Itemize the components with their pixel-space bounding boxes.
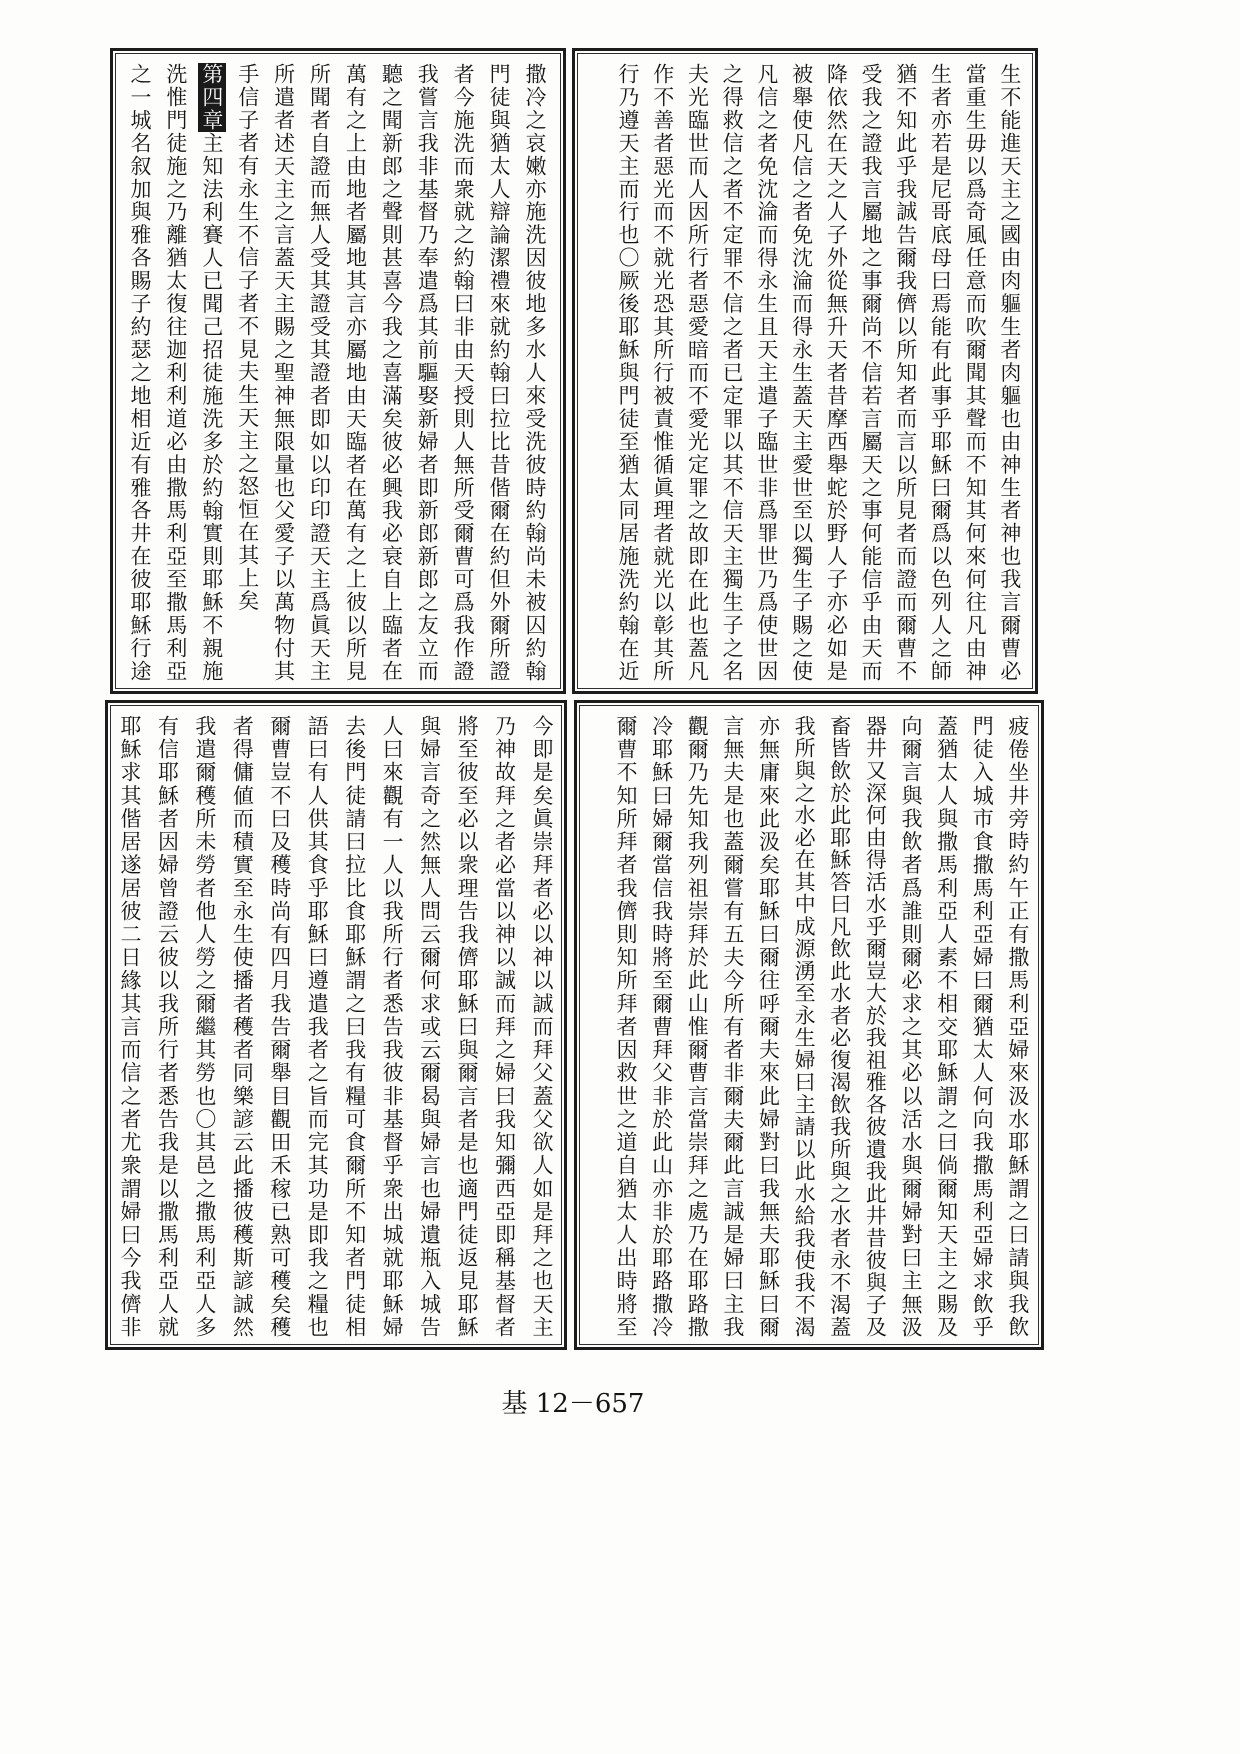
text-column-3: 生者亦若是尼哥底母曰焉能有此事乎耶穌曰爾爲以色列人之師	[928, 63, 953, 681]
text-column-3: 將至彼至必以衆理告我儕耶穌曰與爾言者是也適門徒返見耶穌	[455, 715, 480, 1337]
text-column-2: 乃神故拜之者必當以神以誠而拜之婦曰我知彌西亞即稱基督者	[492, 715, 517, 1337]
text-column-5: 器井又深何由得活水乎爾豈大於我祖雅各彼遺我此井昔彼與子及	[863, 715, 888, 1337]
text-column-8: 亦無庸來此汲矣耶穌曰爾往呼爾夫來此婦對曰我無夫耶穌曰爾	[756, 715, 781, 1337]
chapter-heading: 第四章	[199, 63, 224, 132]
text-column-6: 萬有之上由地者屬地其言亦屬地由天臨者在萬有之上彼以所見	[343, 63, 368, 681]
text-column-11: 冷耶穌曰婦爾當信我時將至爾曹拜父非於此山亦非於耶路撒冷	[649, 715, 674, 1337]
panel-bottom-left	[105, 700, 567, 1350]
text-column-5: 聽之聞新郎之聲則甚喜今我之喜滿矣彼必興我必衰自上臨者在	[379, 63, 404, 681]
text-column-1: 撒冷之哀嫩亦施洗因彼地多水人來受洗彼時約翰尚未被囚約翰	[522, 63, 547, 681]
text-column-4: 猶不知此乎我誠告爾我儕以所知者而言以所見者而證而爾曹不	[893, 63, 918, 681]
text-column-4: 我嘗言我非基督乃奉遣爲其前驅娶新婦者即新郎新郎之友立而	[415, 63, 440, 681]
panel-bottom-right	[574, 700, 1044, 1350]
text-column-4: 向爾言與我飲者爲誰則爾必求之其必以活水與爾婦對曰主無汲	[899, 715, 923, 1337]
text-column-7: 我所與之水必在其中成源湧至永生婦曰主請以此水給我使我不渴	[792, 715, 817, 1337]
text-column-6: 降依然在天之人子外從無升天者昔摩西舉蛇於野人子亦必如是	[824, 63, 849, 681]
text-column-9: 言無夫是也蓋爾嘗有五夫今所有者非爾夫爾此言誠是婦曰主我	[720, 715, 745, 1337]
text-column-9: 手信子者有永生不信子者不見夫生天主之怒恒在其上矣	[235, 63, 260, 613]
text-column-12: 行乃遵天主而行也〇厥後耶穌與門徒至猶太同居施洗約翰在近	[616, 63, 640, 681]
text-column-7: 被舉使凡信之者免沈淪而得永生蓋天主愛世至以獨生子賜之使	[789, 63, 814, 681]
column-text: 主知法利賽人已聞己招徒施洗多於約翰實則耶穌不親施	[199, 131, 224, 681]
text-column-5: 受我之證我言屬地之事爾尚不信若言屬天之事何能信乎由天而	[859, 63, 884, 681]
text-column-9: 之得救信之者不定罪不信之者已定罪以其不信天主獨生子之名	[720, 63, 745, 681]
text-column-3: 者今施洗而衆就之約翰曰非由天授則人無所受爾曹可爲我作證	[451, 63, 476, 681]
text-column-1: 今即是矣眞崇拜者必以神以誠而拜父蓋父欲人如是拜之也天主	[529, 715, 554, 1337]
text-column-12: 耶穌求其偕居遂居彼二日緣其言而信之者尤衆謂婦曰今我儕非	[118, 715, 142, 1337]
text-column-2: 門徒入城市食撒馬利亞婦曰爾猶太人何向我撒馬利亞婦求飲乎	[970, 715, 995, 1337]
text-column-10: 夫光臨世而人因所行者惡愛暗而不愛光定罪之故即在此也蓋凡	[685, 63, 710, 681]
text-column-1: 生不能進天主之國由肉軀生者肉軀也由神生者神也我言爾曹必	[997, 63, 1022, 681]
text-column-10: 我遣爾穫所未勞者他人勞之爾繼其勞也〇其邑之撒馬利亞人多	[192, 715, 217, 1337]
text-column-2: 門徒與猶太人辯論潔禮來就約翰曰拉比昔偕爾在約但外爾所證	[487, 63, 512, 681]
text-column-8: 凡信之者免沈淪而得永生且天主遣子臨世非爲罪世乃爲使世因	[754, 63, 779, 681]
text-column-3: 蓋猶太人與撒馬利亞人素不相交耶穌謂之曰倘爾知天主之賜及	[934, 715, 959, 1337]
text-column-2: 當重生毋以爲奇風任意而吹爾聞其聲而不知其何來何往凡由神	[963, 63, 988, 681]
text-column-8: 所遣者述天主之言蓋天主賜之聖神無限量也父愛子以萬物付其	[271, 63, 296, 681]
page-number: 基 12－657	[501, 1389, 645, 1419]
text-column-8: 爾曹豈不曰及穫時尚有四月我告爾舉目觀田禾稼已熟可穫矣穫	[267, 715, 292, 1337]
text-column-11: 洗惟門徒施之乃離猶太復往迦利利道必由撒馬利亞至撒馬利亞	[163, 63, 188, 681]
text-column-11: 作不善者惡光而不就光恐其所行被責惟循眞理者就光以彰其所	[650, 63, 675, 681]
panel-top-left	[110, 48, 566, 694]
text-column-7: 所聞者自證而無人受其證受其證者即如以印印證天主爲眞天主	[307, 63, 332, 681]
text-column-10: 觀爾乃先知我列祖崇拜於此山惟爾曹言當崇拜之處乃在耶路撒	[685, 715, 710, 1337]
text-column-9: 者得傭値而積實至永生使播者穫者同樂諺云此播彼穫斯諺誠然	[230, 715, 255, 1337]
text-column-11: 有信耶穌者因婦曾證云彼以我所行者悉告我是以撒馬利亞人就	[155, 715, 180, 1337]
text-column-12: 之一城名叙加與雅各賜子約瑟之地相近有雅各井在彼耶穌行途	[128, 63, 152, 681]
text-column-4: 與婦言奇之然無人問云爾何求或云爾曷與婦言也婦遺瓶入城告	[417, 715, 442, 1337]
text-column-7: 語曰有人供其食乎耶穌曰遵遣我者之旨而完其功是即我之糧也	[305, 715, 330, 1337]
text-column-6: 去後門徒請曰拉比食耶穌謂之曰我有糧可食爾所不知者門徒相	[342, 715, 367, 1337]
text-column-5: 人曰來觀有一人以我所行者悉告我彼非基督乎衆出城就耶穌婦	[380, 715, 405, 1337]
text-column-12: 爾曹不知所拜者我儕則知所拜者因救世之道自猶太人出時將至	[614, 715, 638, 1337]
text-column-10	[197, 63, 227, 681]
panel-top-right	[572, 48, 1038, 694]
text-column-1: 疲倦坐井旁時約午正有撒馬利亞婦來汲水耶穌謂之曰請與我飲	[1005, 715, 1030, 1337]
text-column-6: 畜皆飲於此耶穌答曰凡飲此水者必復渴飲我所與之水者永不渴蓋	[827, 715, 852, 1337]
